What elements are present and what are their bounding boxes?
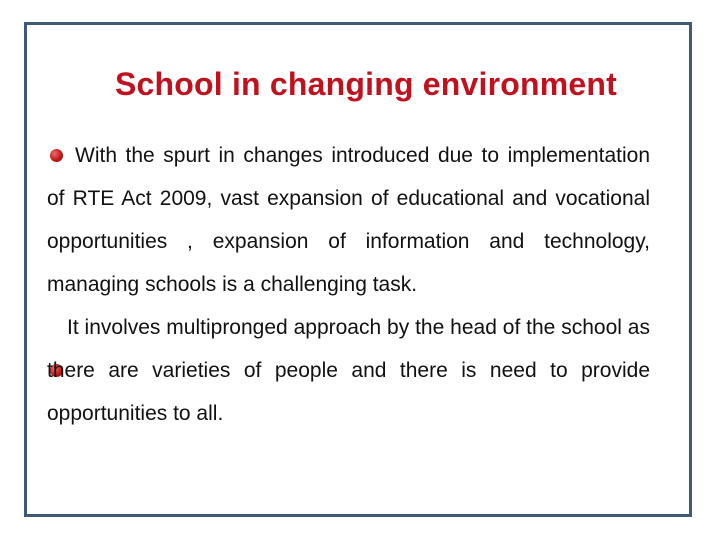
slide-body xyxy=(47,134,650,435)
bullet-point-text: It involves multipronged approach by the head of the school as there are varieties of people and there is need to provide opportunities to all. xyxy=(47,316,650,425)
slide-title: School in changing environment xyxy=(114,66,618,102)
bullet-point-text: With the spurt in changes introduced due to implementation of RTE Act 2009, vast expansion of educational and vocational opportunities , expansion of information and technology, managing schools is a challenging task. xyxy=(47,144,650,296)
